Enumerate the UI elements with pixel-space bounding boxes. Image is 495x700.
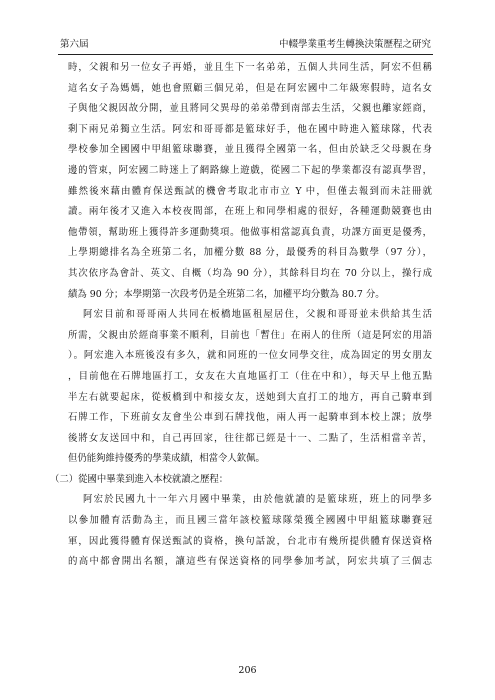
text-line: 時，父親和另一位女子再婚，並且生下一名弟弟，五個人共同生活，阿宏不但稱 [68,62,432,73]
text-line: 後將女友送回中和，自己再回家，往往都已經是十一、二點了，生活相當辛苦， [68,432,432,444]
paragraph-family-background [68,58,432,305]
text-line: 這名女子為媽媽，她也會照顧三個兄弟，但是在阿宏國中二年級寒假時，這名女 [68,82,432,94]
text-line: 阿宏於民國九十一年六月國中畢業，由於他就讀的是籃球班，班上的同學多 [83,494,432,506]
text-line: ，目前他在石牌地區打工，女友在大直地區打工（住在中和），每天早上他五點 [68,370,432,382]
body-text [50,58,432,573]
text-line: 讀。兩年後才又進入本校夜間部，在班上和同學相處的很好，各種運動競賽也由 [68,206,432,218]
header-rule [58,54,433,55]
running-header-right: 中輟學業重考生轉換決策歷程之研究 [278,39,431,50]
text-line: 以參加體育活動為主，而且國三當年該校籃球隊榮獲全國國中甲組籃球聯賽冠 [68,515,432,527]
text-line: ）。阿宏進入本班後沒有多久，就和同班的一位女同學交往，成為固定的男女朋友 [68,350,432,362]
paragraph-living-situation [68,305,432,470]
running-header-left: 第六屆 [60,39,89,50]
text-line: 子與他父親因故分開，並且將同父異母的弟弟帶到南部去生活，父親也離家經商， [68,103,432,115]
section-heading: （二）從國中畢業到進入本校就讀之歷程： [50,473,229,485]
text-line: 阿宏目前和哥哥兩人共同在板橋地區租屋居住，父親和哥哥並未供給其生活 [83,309,432,321]
text-line: 績為 90 分；本學期第一次段考仍是全班第二名，加權平均分數為 80.7 分。 [68,288,385,300]
page-number: 206 [238,665,257,676]
text-line: 但仍能夠維持優秀的學業成績，相當令人欽佩。 [68,453,265,465]
text-line: 所需，父親由於經商事業不順利，目前也「暫住」在兩人的住所（這是阿宏的用語 [68,329,432,341]
text-line: 雖然後來藉由體育保送甄試的機會考取北市市立 Y 中，但僅去報到而未註冊就 [68,185,432,197]
text-line: 石牌工作，下班前女友會坐公車到石牌找他，兩人再一起騎車到本校上課；放學 [68,412,432,424]
text-line: 軍，因此獲得體育保送甄試的資格，換句話說，台北市有幾所提供體育保送資格 [68,535,432,547]
text-line: 的高中都會開出名額，讓這些有保送資格的同學參加考試，阿宏共填了三個志 [68,556,432,568]
paragraph-graduation-history [68,490,432,572]
text-line: 半左右就要起床，從板橋到中和接女友，送她到大直打工的地方，再自己騎車到 [68,391,432,403]
text-line: 上學期總排名為全班第二名，加權分數 88 分，最優秀的科目為數學（97 分）， [68,247,432,259]
text-line: 學校參加全國國中甲組籃球聯賽，並且獲得全國第一名，但由於缺乏父母親在身 [68,144,432,156]
text-line: 其次依序為會計、英文、自概（均為 90 分），其餘科目均在 70 分以上，操行成 [68,267,432,279]
text-line: 剩下兩兄弟獨立生活。阿宏和哥哥都是籃球好手，他在國中時進入籃球隊，代表 [68,123,432,135]
text-line: 他帶領，幫助班上獲得許多運動獎項。他做事相當認真負責，功課方面更是優秀， [68,226,432,238]
text-line: 邊的管束，阿宏國二時迷上了網路線上遊戲，從國二下起的學業都沒有認真學習， [68,164,432,176]
